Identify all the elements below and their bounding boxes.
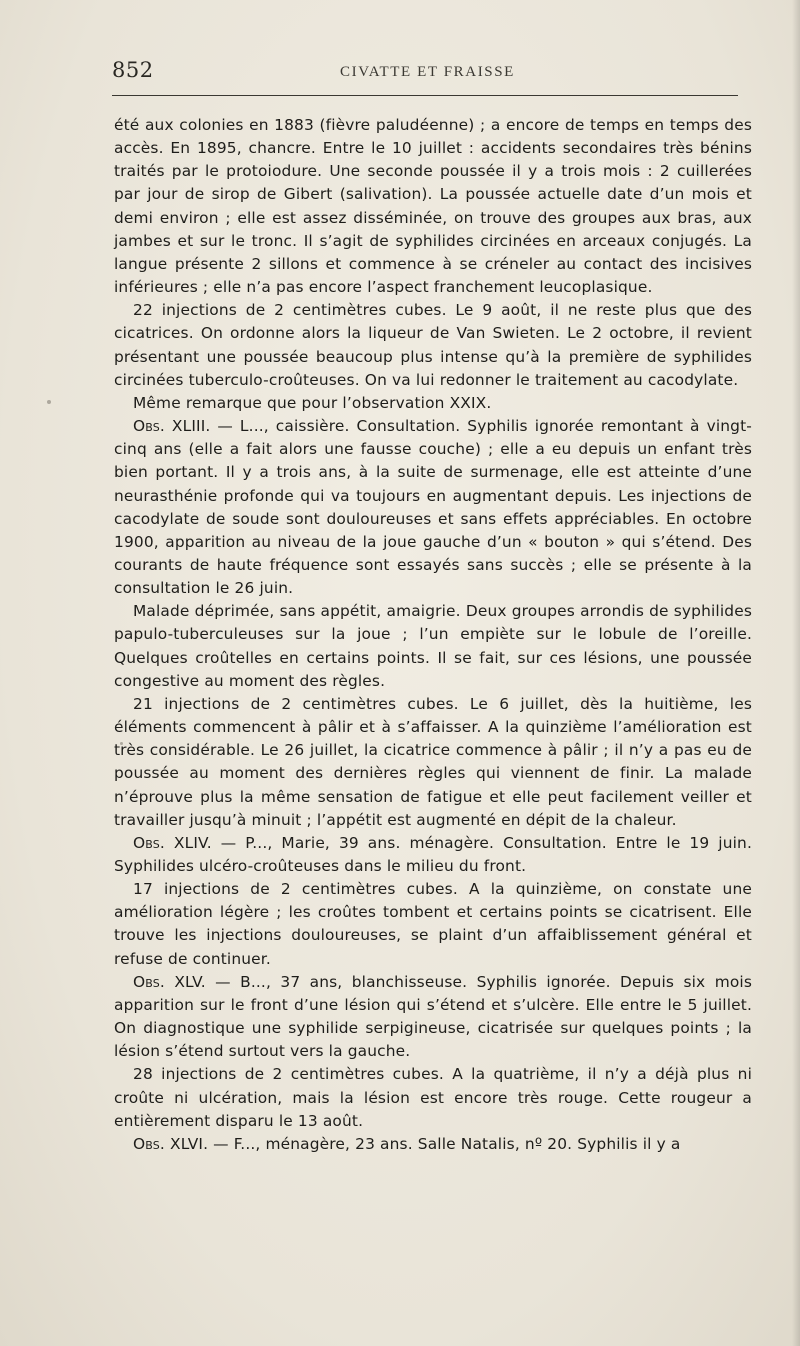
paper-speck [47,400,51,404]
paragraph: 21 injections de 2 centimètres cubes. Le 6 juillet, dès la huitième, les éléments commencent à pâlir et à s’affaisser. A la quinzième l’amélioration est très considérable. Le 26 juillet, la cicatrice commence à pâlir ; il n’y a pas eu de poussée au moment des dernières règles qui viennent de finir. La malade n’éprouve plus la même sensation de fatigue et elle peut facilement veiller et travailler jusqu’à minuit ; l’appétit est augmenté en dépit de la chaleur. [114,694,752,829]
observation-label: Obs. [133,833,165,852]
paper-speck [120,742,123,745]
page-number: 852 [112,58,154,82]
paragraph: 17 injections de 2 centimètres cubes. A la quinzième, on constate une amélioration légère ; les croûtes tombent et certains points se cicatrisent. Elle trouve les injections douloureuses, se plaint d’un affaiblissement général et refuse de continuer. [114,880,752,968]
paragraph: Malade déprimée, sans appétit, amaigrie. Deux groupes arrondis de syphilides papulo-tuberculeuses sur la joue ; l’un empiète sur le lobule de l’oreille. Quelques croûtelles en certains points. Il se fait, sur ces lésions, une poussée congestive au moment des règles. [114,602,752,690]
running-title: CIVATTE ET FRAISSE [340,64,515,80]
observation-paragraph: Obs. XLIII. — L..., caissière. Consultation. Syphilis ignorée remontant à vingt-cinq ans (elle a fait alors une fausse couche) ; elle a eu depuis un enfant très bien portant. Il y a trois ans, à la suite de surmenage, elle est atteinte d’une neurasthénie profonde qui va toujours en augmentant depuis. Les injections de cacodylate de soude sont douloureuses et sans effets appréciables. En octobre 1900, apparition au niveau de la joue gauche d’un « bouton » qui s’étend. Des courants de haute fréquence sont essayés sans succès ; elle se présente à la consultation le 26 juin. [114,417,752,598]
paragraph: été aux colonies en 1883 (fièvre paludéenne) ; a encore de temps en temps des accès. En 1895, chancre. Entre le 10 juillet : accidents secondaires très bénins traités par le protoiodure. Une seconde poussée il y a trois mois : 2 cuillerées par jour de sirop de Gibert (salivation). La poussée actuelle date d’un mois et demi environ ; elle est assez disséminée, on trouve des groupes aux bras, aux jambes et sur le tronc. Il s’agit de syphilides circinées en arceaux conjugés. La langue présente 2 sillons et commence à se créneler au contact des incisives inférieures ; elle n’a pas encore l’aspect franchement leucoplasique. [114,116,752,297]
paragraph: 22 injections de 2 centimètres cubes. Le 9 août, il ne reste plus que des cicatrices. On ordonne alors la liqueur de Van Swieten. Le 2 octobre, il revient présentant une poussée beaucoup plus intense qu’à la première de syphilides circinées tuberculo-croûteuses. On va lui redonner le traitement au cacodylate. [114,301,752,389]
observation-paragraph: Obs. XLV. — B..., 37 ans, blanchisseuse. Syphilis ignorée. Depuis six mois apparition sur le front d’une lésion qui s’étend et s’ulcère. Elle entre le 5 juillet. On diagnostique une syphilide serpigineuse, cicatrisée sur quelques points ; la lésion s’étend surtout vers la gauche. [114,972,752,1061]
observation-paragraph: Obs. XLIV. — P..., Marie, 39 ans. ménagère. Consultation. Entre le 19 juin. Syphilides ulcéro-croûteuses dans le milieu du front. [114,833,752,875]
observation-paragraph: Obs. XLVI. — F..., ménagère, 23 ans. Salle Natalis, nº 20. Syphilis il y a [133,1134,681,1153]
paragraph: 28 injections de 2 centimètres cubes. A la quatrième, il n’y a déjà plus ni croûte ni ulcération, mais la lésion est encore très rouge. Cette rougeur a entièrement disparu le 13 août. [114,1065,752,1130]
paragraph: Même remarque que pour l’observation XXIX. [133,393,492,412]
observation-label: Obs. [133,972,165,991]
page-edge-shadow [792,0,800,1346]
page-header [112,56,752,90]
observation-label: Obs. [133,1134,165,1153]
body-text [114,114,752,1156]
observation-label: Obs. [133,417,165,436]
header-rule [112,95,738,96]
